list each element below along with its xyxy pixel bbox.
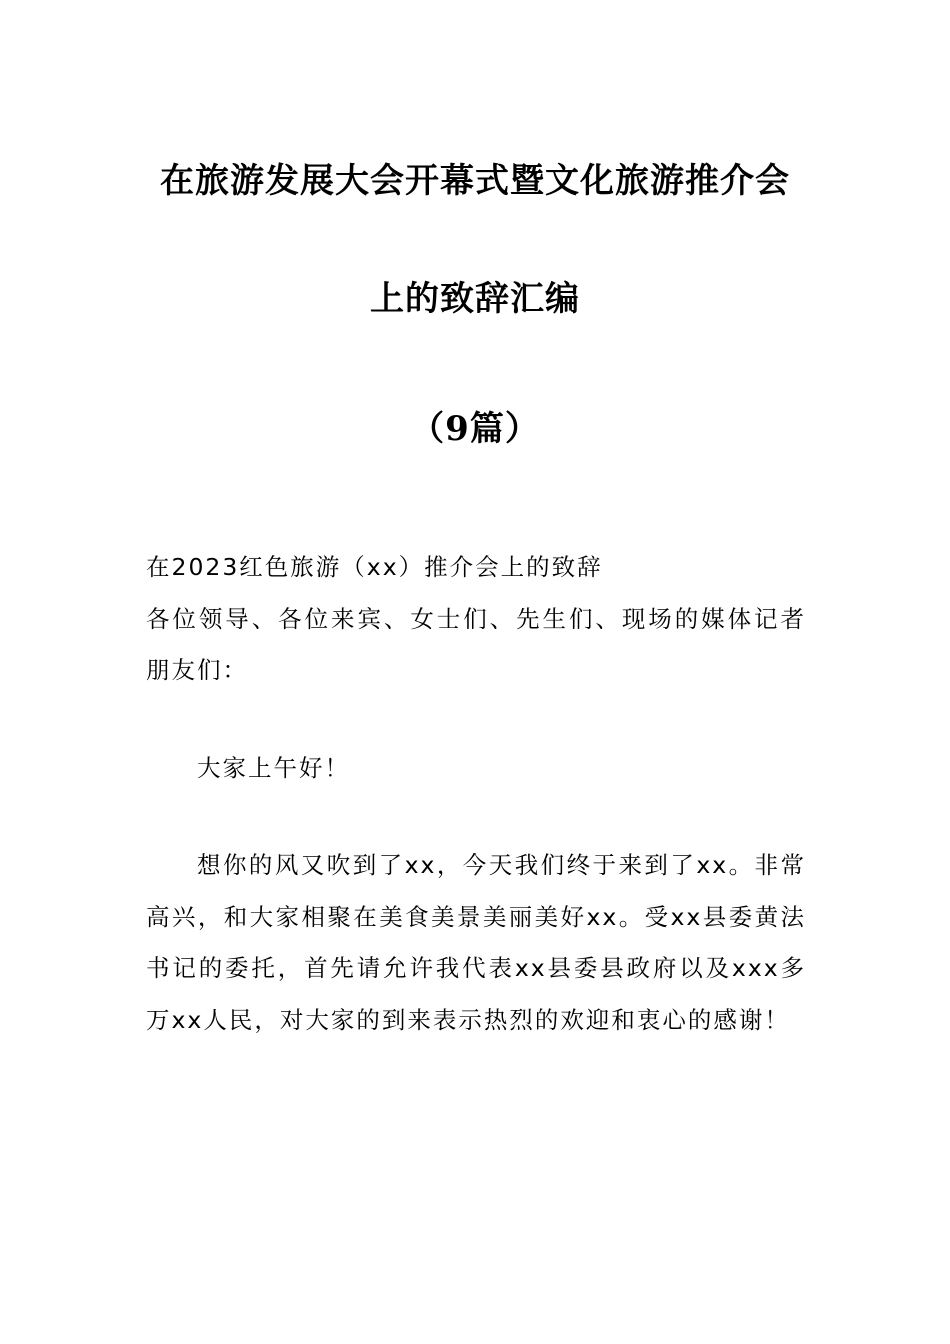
speech-title: 在2023红色旅游（xx）推介会上的致辞: [146, 553, 603, 581]
document-title-line-1: 在旅游发展大会开幕式暨文化旅游推介会: [160, 161, 790, 201]
document-title-line-2: 上的致辞汇编: [370, 279, 580, 319]
paragraph-line: 高兴，和大家相聚在美食美景美丽美好xx。受xx县委黄法: [146, 902, 806, 931]
greeting-text: 大家上午好！: [197, 754, 350, 782]
salutation-line-2: 朋友们：: [146, 656, 248, 684]
document-title-count: （9篇）: [410, 409, 540, 449]
salutation-line-1: 各位领导、各位来宾、女士们、先生们、现场的媒体记者: [146, 604, 806, 633]
paragraph-line: 书记的委托，首先请允许我代表xx县委县政府以及xxx多: [146, 954, 806, 982]
speech-intro: [146, 542, 806, 697]
paragraph-line: 万xx人民，对大家的到来表示热烈的欢迎和衷心的感谢！: [146, 1005, 790, 1034]
greeting-block: [146, 743, 806, 795]
body-paragraph: [146, 840, 806, 1046]
paragraph-line: 想你的风又吹到了xx，今天我们终于来到了xx。非常: [197, 851, 806, 879]
